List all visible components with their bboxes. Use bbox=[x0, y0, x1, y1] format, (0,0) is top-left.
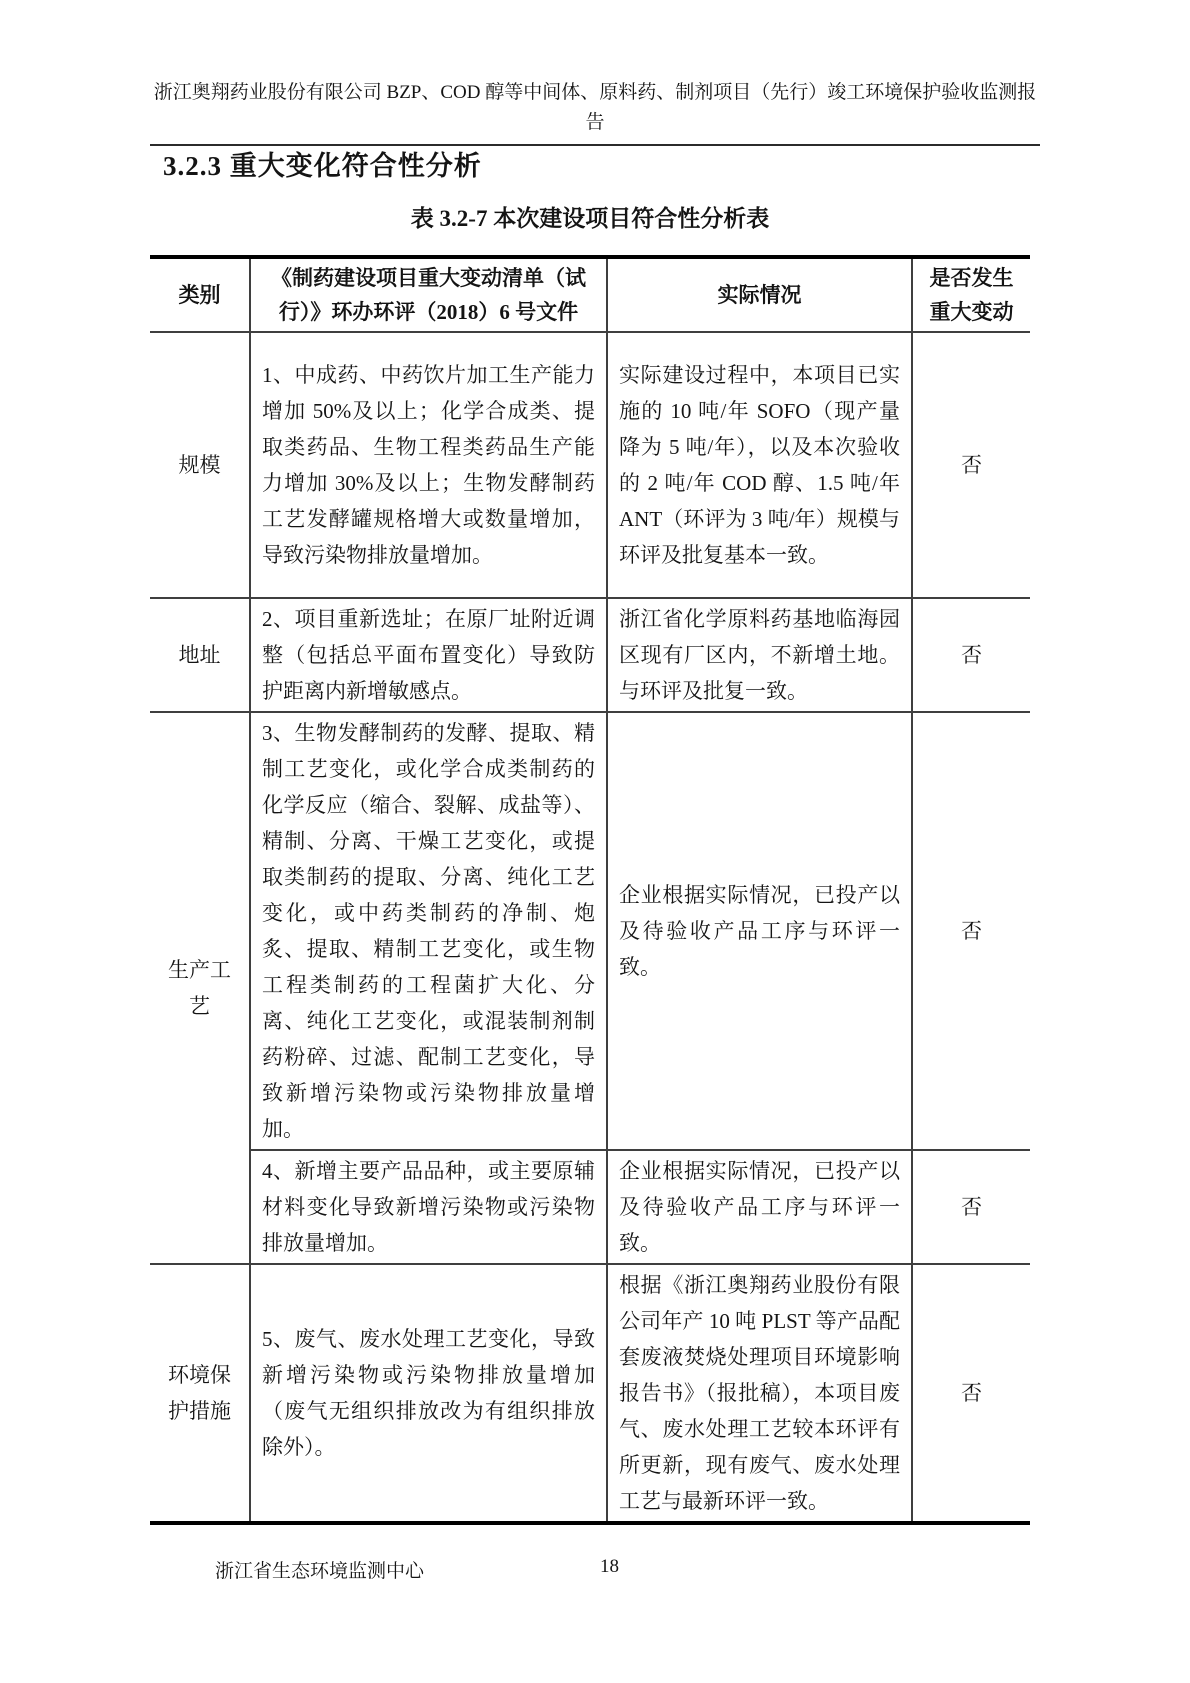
table-row-address bbox=[150, 598, 1030, 712]
category-cell: 规模 bbox=[150, 332, 250, 598]
major-change-cell: 否 bbox=[912, 332, 1030, 598]
actual-cell: 根据《浙江奥翔药业股份有限公司年产 10 吨 PLST 等产品配套废液焚烧处理项目环境影响报告书》（报批稿），本项目废气、废水处理工艺较本环评有所更新，现有废气、废水处理工艺与最新环评一致。 bbox=[607, 1264, 912, 1523]
criterion-cell: 2、项目重新选址；在原厂址附近调整（包括总平面布置变化）导致防护距离内新增敏感点。 bbox=[250, 598, 607, 712]
major-change-cell: 否 bbox=[912, 598, 1030, 712]
table-title: 表 3.2-7 本次建设项目符合性分析表 bbox=[410, 206, 770, 231]
table-row-production-process bbox=[150, 712, 1030, 1150]
footer-organization: 浙江省生态环境监测中心 bbox=[215, 1561, 425, 1582]
actual-cell: 浙江省化学原料药基地临海园区现有厂区内，不新增土地。与环评及批复一致。 bbox=[607, 598, 912, 712]
running-header-line1: 浙江奥翔药业股份有限公司 BZP、COD 醇等中间体、原料药、制剂项目（先行）竣工环境保护验收监测报 bbox=[153, 82, 1037, 103]
running-header bbox=[150, 78, 1040, 146]
category-cell: 环境保护措施 bbox=[150, 1264, 250, 1523]
section-heading: 3.2.3 重大变化符合性分析 bbox=[163, 151, 482, 181]
column-header-criterion: 《制药建设项目重大变动清单（试行）》环办环评（2018）6 号文件 bbox=[250, 257, 607, 332]
table-row-scale bbox=[150, 332, 1030, 598]
column-header-major-change: 是否发生重大变动 bbox=[912, 257, 1030, 332]
table-row-environmental-protection bbox=[150, 1264, 1030, 1523]
footer-page-number: 18 bbox=[600, 1556, 619, 1577]
table-header-row bbox=[150, 257, 1030, 332]
actual-cell: 企业根据实际情况，已投产以及待验收产品工序与环评一致。 bbox=[607, 1150, 912, 1264]
criterion-cell: 3、生物发酵制药的发酵、提取、精制工艺变化，或化学合成类制药的化学反应（缩合、裂解、成盐等）、精制、分离、干燥工艺变化，或提取类制药的提取、分离、纯化工艺变化，或中药类制药的净制、炮炙、提取、精制工艺变化，或生物工程类制药的工程菌扩大化、分离、纯化工艺变化，或混装制剂制药粉碎、过滤、配制工艺变化，导致新增污染物或污染物排放量增加。 bbox=[250, 712, 607, 1150]
criterion-cell: 5、废气、废水处理工艺变化，导致新增污染物或污染物排放量增加（废气无组织排放改为有组织排放除外）。 bbox=[250, 1264, 607, 1523]
running-header-line2: 告 bbox=[585, 112, 605, 133]
category-cell: 地址 bbox=[150, 598, 250, 712]
major-change-cell: 否 bbox=[912, 1150, 1030, 1264]
major-change-cell: 否 bbox=[912, 712, 1030, 1150]
actual-cell: 企业根据实际情况，已投产以及待验收产品工序与环评一致。 bbox=[607, 712, 912, 1150]
actual-cell: 实际建设过程中，本项目已实施的 10 吨/年 SOFO（现产量降为 5 吨/年），以及本次验收的 2 吨/年 COD 醇、1.5 吨/年 ANT（环评为 3 吨/年）规模与环评及批复基本一致。 bbox=[607, 332, 912, 598]
criterion-cell: 1、中成药、中药饮片加工生产能力增加 50%及以上；化学合成类、提取类药品、生物工程类药品生产能力增加 30%及以上；生物发酵制药工艺发酵罐规格增大或数量增加，导致污染物排放量增加。 bbox=[250, 332, 607, 598]
table-row-new-products bbox=[150, 1150, 1030, 1264]
major-change-cell: 否 bbox=[912, 1264, 1030, 1523]
column-header-actual: 实际情况 bbox=[607, 257, 912, 332]
column-header-category: 类别 bbox=[150, 257, 250, 332]
criterion-cell: 4、新增主要产品品种，或主要原辅材料变化导致新增污染物或污染物排放量增加。 bbox=[250, 1150, 607, 1264]
category-cell: 生产工艺 bbox=[150, 712, 250, 1264]
compliance-analysis-table bbox=[150, 255, 1030, 1525]
